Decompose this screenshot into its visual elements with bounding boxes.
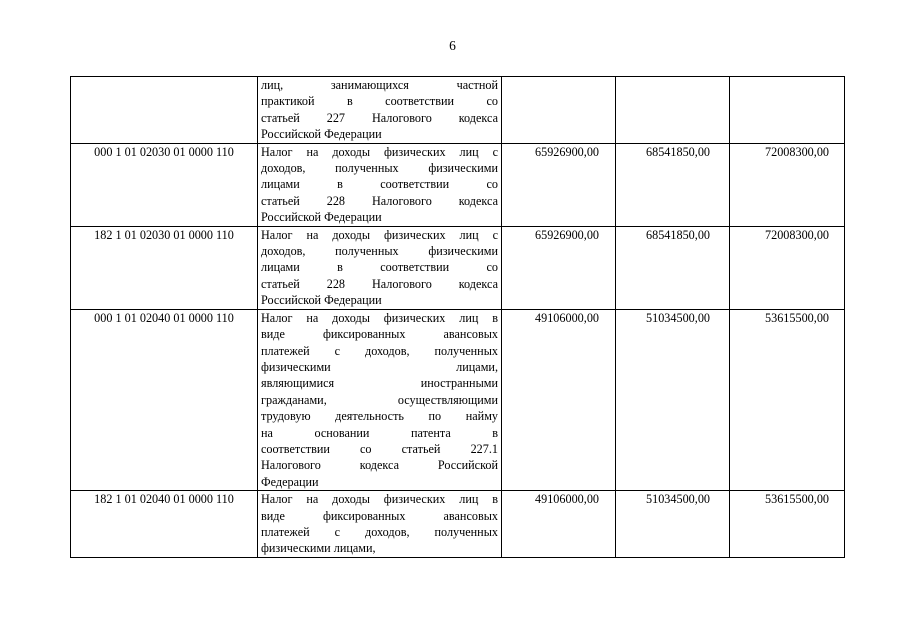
income-name-line: соответствии со статьей 227.1: [261, 441, 498, 456]
income-name-line: лицами в соответствии со: [261, 177, 498, 192]
income-name-line: Налог на доходы физических лиц в: [261, 310, 498, 325]
income-name-cell: [258, 143, 502, 226]
income-name-line: платежей с доходов, полученных: [261, 524, 498, 539]
income-name-line: лицами в соответствии со: [261, 260, 498, 275]
income-name-line: Налог на доходы физических лиц с: [261, 144, 498, 159]
amount-year3-cell: 72008300,00: [730, 143, 845, 226]
budget-code-cell: 182 1 01 02040 01 0000 110: [71, 491, 258, 558]
revenue-table-body: [71, 77, 845, 558]
revenue-table: [70, 76, 845, 558]
table-row: [71, 226, 845, 309]
income-name-line: Российской Федерации: [261, 127, 382, 142]
income-name-line: статьей 228 Налогового кодекса: [261, 193, 498, 208]
income-name-line: на основании патента в: [261, 425, 498, 440]
income-name-line: виде фиксированных авансовых: [261, 508, 498, 523]
amount-year1-cell: 65926900,00: [502, 143, 616, 226]
budget-code-cell: 000 1 01 02040 01 0000 110: [71, 309, 258, 490]
amount-year2-cell: 51034500,00: [616, 491, 730, 558]
amount-year1-cell: [502, 77, 616, 144]
amount-year1-cell: 49106000,00: [502, 309, 616, 490]
income-name-cell: [258, 309, 502, 490]
amount-year2-cell: 68541850,00: [616, 226, 730, 309]
amount-year3-cell: 53615500,00: [730, 309, 845, 490]
amount-year1-cell: 49106000,00: [502, 491, 616, 558]
income-name-line: Налог на доходы физических лиц с: [261, 227, 498, 242]
table-row: [71, 309, 845, 490]
income-name-line: лиц, занимающихся частной: [261, 78, 498, 92]
amount-year1-cell: 65926900,00: [502, 226, 616, 309]
income-name-line: статьей 227 Налогового кодекса: [261, 110, 498, 125]
amount-year3-cell: [730, 77, 845, 144]
income-name-line: платежей с доходов, полученных: [261, 343, 498, 358]
income-name-line: практикой в соответствии со: [261, 94, 498, 109]
amount-year3-cell: 53615500,00: [730, 491, 845, 558]
amount-year3-cell: 72008300,00: [730, 226, 845, 309]
income-name-line: доходов, полученных физическими: [261, 161, 498, 176]
budget-code-cell: [71, 77, 258, 144]
income-name-line: Российской Федерации: [261, 293, 382, 308]
income-name-cell: [258, 77, 502, 144]
table-row: [71, 77, 845, 144]
income-name-line: доходов, полученных физическими: [261, 244, 498, 259]
income-name-line: Федерации: [261, 474, 319, 489]
budget-code-cell: 000 1 01 02030 01 0000 110: [71, 143, 258, 226]
income-name-cell: [258, 226, 502, 309]
income-name-line: трудовую деятельность по найму: [261, 409, 498, 424]
income-name-line: являющимися иностранными: [261, 376, 498, 391]
budget-code-cell: 182 1 01 02030 01 0000 110: [71, 226, 258, 309]
amount-year2-cell: [616, 77, 730, 144]
income-name-line: виде фиксированных авансовых: [261, 327, 498, 342]
income-name-line: гражданами, осуществляющими: [261, 392, 498, 407]
income-name-line: Налог на доходы физических лиц в: [261, 492, 498, 507]
income-name-cell: [258, 491, 502, 558]
amount-year2-cell: 68541850,00: [616, 143, 730, 226]
income-name-line: физическими лицами,: [261, 541, 376, 556]
page-number: 6: [449, 38, 456, 53]
income-name-line: Налогового кодекса Российской: [261, 458, 498, 473]
income-name-line: физическими лицами,: [261, 359, 498, 374]
amount-year2-cell: 51034500,00: [616, 309, 730, 490]
table-row: [71, 143, 845, 226]
income-name-line: Российской Федерации: [261, 210, 382, 225]
table-row: [71, 491, 845, 558]
income-name-line: статьей 228 Налогового кодекса: [261, 276, 498, 291]
